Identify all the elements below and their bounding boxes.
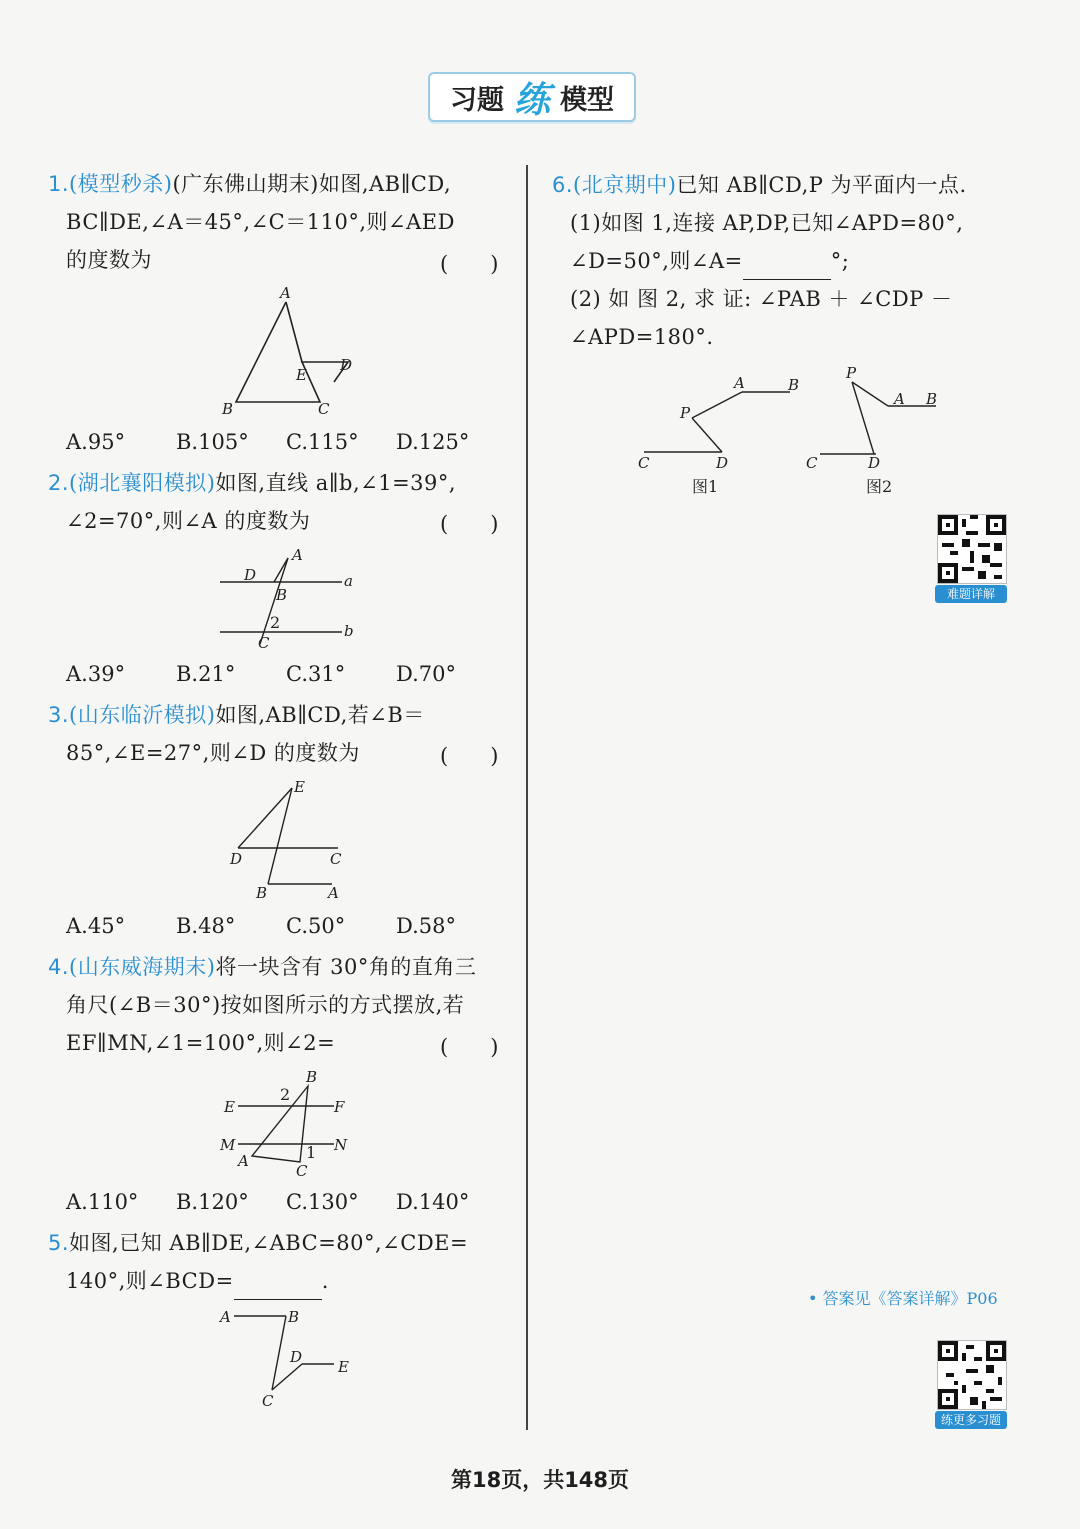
q4-label-m: M bbox=[220, 1136, 236, 1154]
q5-line2: 140°,则∠BCD= bbox=[66, 1269, 234, 1293]
page-number: 第18页，共148页 bbox=[450, 1468, 630, 1492]
q2-source: (湖北襄阳模拟) bbox=[69, 471, 216, 495]
q4-line2: 角尺(∠B＝30°)按如图所示的方式摆放,若 bbox=[66, 993, 465, 1017]
q4-angle-1: 1 bbox=[306, 1143, 317, 1162]
qr-pattern-icon bbox=[938, 1341, 1006, 1409]
fig2-label-d: D bbox=[868, 454, 881, 472]
q5-line1: 如图,已知 AB∥DE,∠ABC=80°,∠CDE= bbox=[69, 1231, 469, 1255]
q1-answer-bracket: ( ) bbox=[440, 252, 499, 276]
q3-answer-bracket: ( ) bbox=[440, 744, 499, 768]
fig2-label-b: B bbox=[926, 390, 938, 408]
q4-label-f: F bbox=[334, 1098, 345, 1116]
q3-choice-c[interactable]: C.50° bbox=[286, 914, 346, 938]
fig2-caption: 图2 bbox=[866, 477, 893, 496]
fig1-label-d: D bbox=[716, 454, 729, 472]
q1-line1: (广东佛山期末)如图,AB∥CD, bbox=[172, 172, 452, 196]
fig2-label-c: C bbox=[806, 454, 818, 472]
q5-figure bbox=[210, 1302, 370, 1414]
q3-figure bbox=[220, 776, 370, 906]
fig1-label-p: P bbox=[680, 404, 691, 422]
q5-label-c: C bbox=[262, 1392, 274, 1410]
q1-choice-b[interactable]: B.105° bbox=[176, 430, 249, 454]
q2-choice-b[interactable]: B.21° bbox=[176, 662, 236, 686]
q4-label-n: N bbox=[334, 1136, 348, 1154]
title-left: 习题 bbox=[449, 84, 504, 116]
q3-choices bbox=[66, 914, 506, 938]
title-right: 模型 bbox=[560, 84, 614, 116]
q4-source: (山东威海期末) bbox=[69, 955, 216, 979]
q2-choice-a[interactable]: A.39° bbox=[66, 662, 126, 686]
q1-label-c: C bbox=[318, 400, 330, 418]
q3-choice-b[interactable]: B.48° bbox=[176, 914, 236, 938]
q4-choice-c[interactable]: C.130° bbox=[286, 1190, 359, 1214]
q3-label-c: C bbox=[330, 850, 342, 868]
q2-label-a: A bbox=[292, 546, 303, 564]
section-title bbox=[428, 72, 636, 122]
q2-answer-bracket: ( ) bbox=[440, 512, 499, 536]
q2-line1: 如图,直线 a∥b,∠1=39°, bbox=[215, 471, 457, 495]
q4-choice-d[interactable]: D.140° bbox=[396, 1190, 470, 1214]
q4-label-a: A bbox=[238, 1152, 249, 1170]
q5-answer-blank[interactable] bbox=[234, 1277, 322, 1300]
q6-line3-end: °; bbox=[830, 249, 850, 273]
q6-line1: 已知 AB∥CD,P 为平面内一点. bbox=[676, 173, 967, 197]
q1-label-d: D bbox=[340, 356, 353, 374]
q6-number: 6. bbox=[552, 173, 574, 197]
q4-figure bbox=[214, 1068, 374, 1186]
q2-label-line-a: a bbox=[344, 572, 353, 590]
q4-number: 4. bbox=[48, 955, 70, 979]
q3-number: 3. bbox=[48, 703, 70, 727]
q1-label-b: B bbox=[222, 400, 234, 418]
q3-label-e: E bbox=[294, 778, 305, 796]
question-6 bbox=[552, 166, 1022, 356]
q4-line1: 将一块含有 30°角的直角三 bbox=[215, 955, 477, 979]
q4-choices bbox=[66, 1190, 506, 1214]
q2-line2: ∠2=70°,则∠A 的度数为 bbox=[66, 509, 311, 533]
title-accent: 练 bbox=[513, 79, 550, 121]
q1-label-a: A bbox=[280, 284, 291, 302]
fig1-label-a: A bbox=[734, 374, 745, 392]
q1-label-e: E bbox=[296, 366, 307, 384]
fig1-caption: 图1 bbox=[692, 477, 719, 496]
question-5 bbox=[48, 1224, 518, 1300]
q6-figure-2 bbox=[800, 360, 970, 500]
q5-label-e: E bbox=[338, 1358, 349, 1376]
q5-label-a: A bbox=[220, 1308, 231, 1326]
q1-source: (模型秒杀) bbox=[69, 172, 173, 196]
q3-line2: 85°,∠E=27°,则∠D 的度数为 bbox=[66, 741, 360, 765]
fig1-label-c: C bbox=[638, 454, 650, 472]
q4-angle-2: 2 bbox=[280, 1085, 291, 1104]
q1-choice-d[interactable]: D.125° bbox=[396, 430, 470, 454]
q5-label-d: D bbox=[290, 1348, 303, 1366]
q1-line2: BC∥DE,∠A＝45°,∠C＝110°,则∠AED bbox=[66, 210, 455, 234]
q2-label-d: D bbox=[244, 566, 257, 584]
q2-choices bbox=[66, 662, 506, 686]
q2-figure bbox=[210, 544, 370, 654]
qr-code-more-practice[interactable] bbox=[937, 1340, 1007, 1410]
q3-label-a: A bbox=[328, 884, 339, 902]
answer-reference: • 答案见《答案详解》P06 bbox=[808, 1289, 998, 1308]
q4-choice-a[interactable]: A.110° bbox=[66, 1190, 139, 1214]
q2-number: 2. bbox=[48, 471, 70, 495]
qr-top-label: 难题详解 bbox=[935, 585, 1007, 603]
q6-line4: (2) 如 图 2, 求 证: ∠PAB ＋ ∠CDP － bbox=[570, 287, 953, 311]
column-divider bbox=[526, 165, 528, 1430]
q5-line2-end: . bbox=[321, 1269, 329, 1293]
q4-choice-b[interactable]: B.120° bbox=[176, 1190, 249, 1214]
q6-line2: (1)如图 1,连接 AP,DP,已知∠APD=80°, bbox=[570, 211, 964, 235]
fig2-label-p: P bbox=[846, 364, 857, 382]
q1-line3: 的度数为 bbox=[66, 248, 152, 272]
q3-label-b: B bbox=[256, 884, 268, 902]
q1-choice-c[interactable]: C.115° bbox=[286, 430, 359, 454]
q5-label-b: B bbox=[288, 1308, 300, 1326]
q4-label-e: E bbox=[224, 1098, 235, 1116]
q2-choice-d[interactable]: D.70° bbox=[396, 662, 456, 686]
q1-choices bbox=[66, 430, 506, 454]
q3-label-d: D bbox=[230, 850, 243, 868]
q1-number: 1. bbox=[48, 172, 70, 196]
q1-figure bbox=[210, 282, 370, 422]
q2-choice-c[interactable]: C.31° bbox=[286, 662, 346, 686]
fig1-label-b: B bbox=[788, 376, 800, 394]
q3-choice-d[interactable]: D.58° bbox=[396, 914, 456, 938]
q1-choice-a[interactable]: A.95° bbox=[66, 430, 126, 454]
q6-answer-blank[interactable] bbox=[743, 257, 831, 280]
q3-line1: 如图,AB∥CD,若∠B＝ bbox=[215, 703, 425, 727]
q4-line3: EF∥MN,∠1=100°,则∠2= bbox=[66, 1031, 336, 1055]
qr-pattern-icon bbox=[938, 515, 1006, 583]
q4-label-c: C bbox=[296, 1162, 308, 1180]
q5-number: 5. bbox=[48, 1231, 70, 1255]
q4-label-b: B bbox=[306, 1068, 318, 1086]
q2-label-b: B bbox=[276, 586, 288, 604]
q6-source: (北京期中) bbox=[573, 173, 677, 197]
q6-line5: ∠APD=180°. bbox=[570, 325, 714, 349]
q2-label-c: C bbox=[258, 634, 270, 652]
q6-figure-1 bbox=[630, 368, 810, 500]
fig2-label-a: A bbox=[894, 390, 905, 408]
q6-line3: ∠D=50°,则∠A= bbox=[570, 249, 743, 273]
qr-code-hard-problem[interactable] bbox=[937, 514, 1007, 584]
q2-angle-2: 2 bbox=[270, 613, 281, 632]
q4-answer-bracket: ( ) bbox=[440, 1035, 499, 1059]
q2-label-line-b: b bbox=[344, 622, 354, 640]
q3-choice-a[interactable]: A.45° bbox=[66, 914, 126, 938]
qr-bottom-label: 练更多习题 bbox=[935, 1411, 1007, 1429]
q3-source: (山东临沂模拟) bbox=[69, 703, 216, 727]
